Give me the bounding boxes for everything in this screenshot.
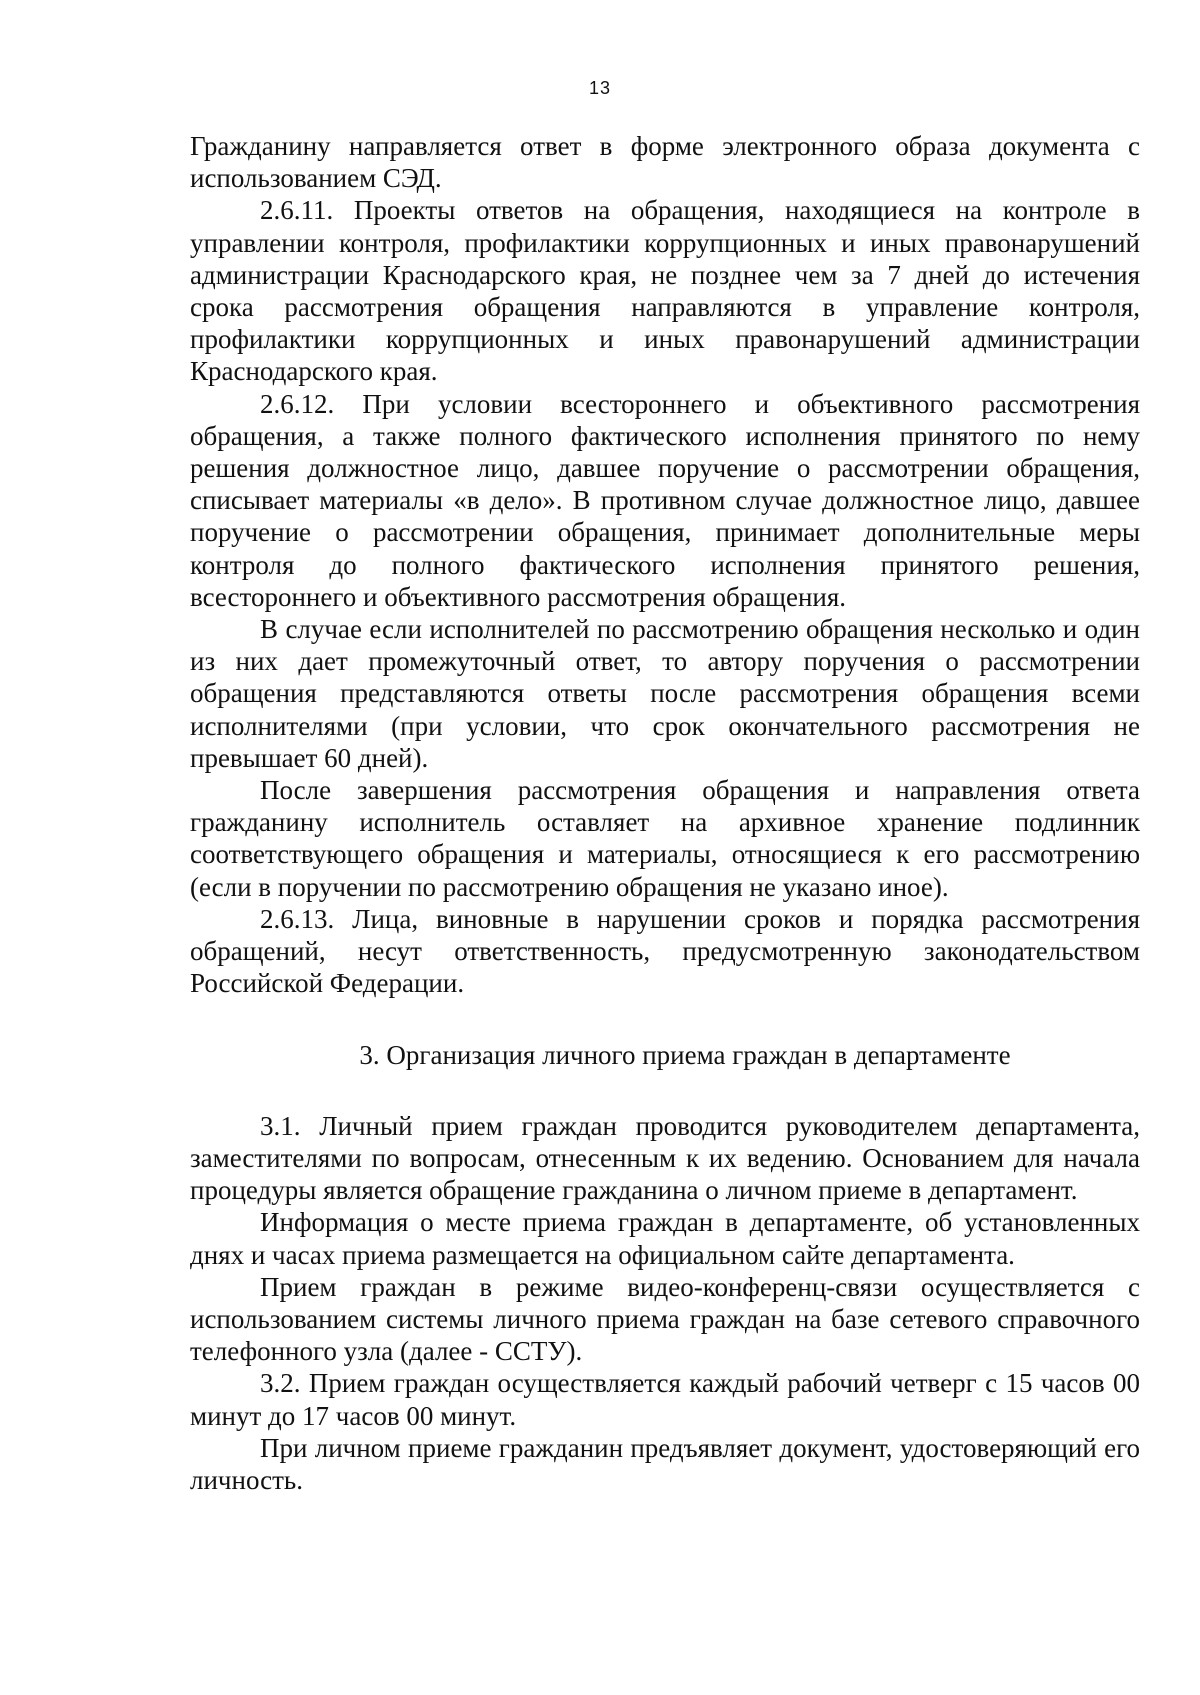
paragraph-video-conference: Прием граждан в режиме видео-конференц-связи осуществляется с использованием системы личного приема граждан на базе сетевого справочного телефонного узла (далее - ССТУ). [190, 1271, 1140, 1367]
paragraph-2-6-13: 2.6.13. Лица, виновные в нарушении сроков и порядка рассмотрения обращений, несут ответственность, предусмотренную законодательством Российской Федерации. [190, 903, 1140, 999]
paragraph-3-1: 3.1. Личный прием граждан проводится руководителем департамента, заместителями по вопросам, отнесенным к их ведению. Основанием для начала процедуры является обращение гражданина о личном приеме в департамент. [190, 1110, 1140, 1206]
paragraph-reception-info: Информация о месте приема граждан в департаменте, об установленных днях и часах приема размещается на официальном сайте департамента. [190, 1207, 1140, 1270]
page-number: 13 [588, 78, 612, 98]
section-3-heading: 3. Организация личного приема граждан в департаменте [359, 1040, 1011, 1071]
paragraph-identity-document: При личном приеме гражданин предъявляет документ, удостоверяющий его личность. [190, 1432, 1140, 1495]
paragraph-3-2: 3.2. Прием граждан осуществляется каждый рабочий четверг с 15 часов 00 минут до 17 часов 00 минут. [190, 1368, 1140, 1431]
paragraph-2-6-12: 2.6.12. При условии всестороннего и объективного рассмотрения обращения, а также полного фактического исполнения принятого по нему решения должностное лицо, давшее поручение о рассмотрении обращения, списывает материалы «в дело». В противном случае должностное лицо, давшее поручение о рассмотрении обращения, принимает дополнительные меры контроля до полного фактического исполнения принятого решения, всестороннего и объективного рассмотрения обращения. [190, 388, 1140, 612]
document-body [190, 130, 1140, 1496]
paragraph-archive-storage: После завершения рассмотрения обращения и направления ответа гражданину исполнитель оставляет на архивное хранение подлинник соответствующего обращения и материалы, относящиеся к его рассмотрению (если в поручении по рассмотрению обращения не указано иное). [190, 775, 1140, 902]
paragraph-2-6-11: 2.6.11. Проекты ответов на обращения, находящиеся на контроле в управлении контроля, профилактики коррупционных и иных правонарушений администрации Краснодарского края, не позднее чем за 7 дней до истечения срока рассмотрения обращения направляются в управление контроля, профилактики коррупционных и иных правонарушений администрации Краснодарского края. [190, 195, 1140, 387]
paragraph-continuation: Гражданину направляется ответ в форме электронного образа документа с использованием СЭД. [190, 131, 1140, 194]
paragraph-multiple-executors: В случае если исполнителей по рассмотрению обращения несколько и один из них дает промежуточный ответ, то автору поручения о рассмотрении обращения представляются ответы после рассмотрения обращения всеми исполнителями (при условии, что срок окончательного рассмотрения не превышает 60 дней). [190, 614, 1140, 773]
